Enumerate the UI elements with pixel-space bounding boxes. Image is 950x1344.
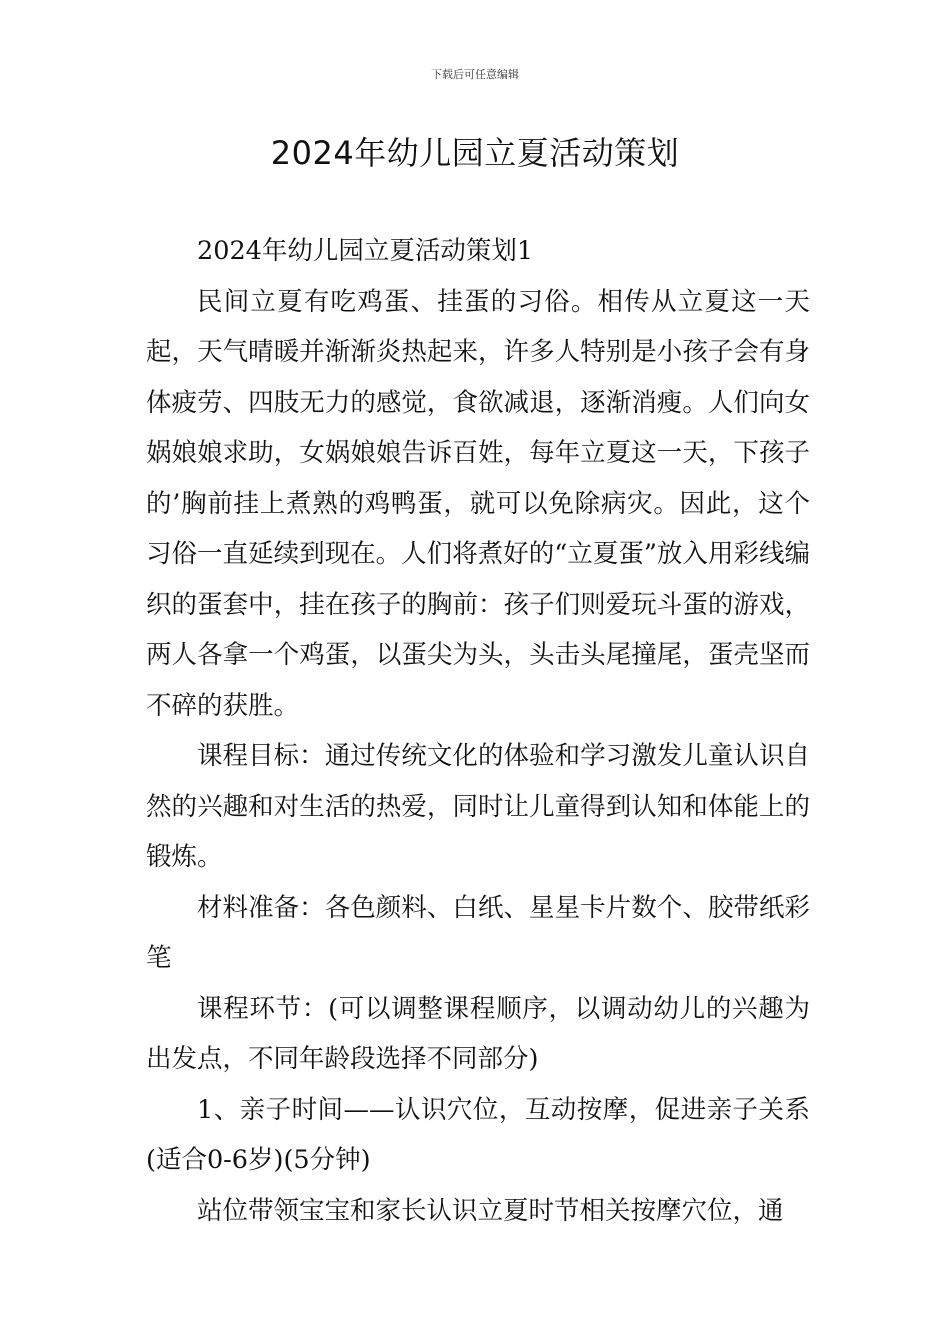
document-body [146,226,810,1236]
intro-paragraph: 民间立夏有吃鸡蛋、挂蛋的习俗。相传从立夏这一天起，天气晴暖并渐渐炎热起来，许多人特别是小孩子会有身体疲劳、四肢无力的感觉，食欲减退，逐渐消瘦。人们向女娲娘娘求助，女娲娘娘告诉百姓，每年立夏这一天，下孩子的’胸前挂上煮熟的鸡鸭蛋，就可以免除病灾。因此，这个习俗一直延续到现在。人们将煮好的“立夏蛋”放入用彩线编织的蛋套中，挂在孩子的胸前：孩子们则爱玩斗蛋的游戏，两人各拿一个鸡蛋，以蛋尖为头，头击头尾撞尾，蛋壳坚而不碎的获胜。 [146,286,810,721]
course-steps-paragraph: 课程环节：(可以调整课程顺序，以调动幼儿的兴趣为出发点，不同年龄段选择不同部分) [146,993,810,1074]
document-title: 2024年幼儿园立夏活动策划 [270,134,680,172]
step-one-detail-paragraph: 站位带领宝宝和家长认识立夏时节相关按摩穴位，通 [197,1195,784,1226]
step-one-paragraph: 1、亲子时间——认识穴位，互动按摩，促进亲子关系(适合0-6岁)(5分钟) [146,1094,810,1175]
course-goal-paragraph: 课程目标：通过传统文化的体验和学习激发儿童认识自然的兴趣和对生活的热爱，同时让儿童得到认知和体能上的锻炼。 [146,741,810,872]
header-note: 下载后可任意编辑 [431,68,519,81]
subtitle-paragraph: 2024年幼儿园立夏活动策划1 [197,236,534,266]
materials-paragraph: 材料准备：各色颜料、白纸、星星卡片数个、胶带纸彩笔 [146,892,810,973]
